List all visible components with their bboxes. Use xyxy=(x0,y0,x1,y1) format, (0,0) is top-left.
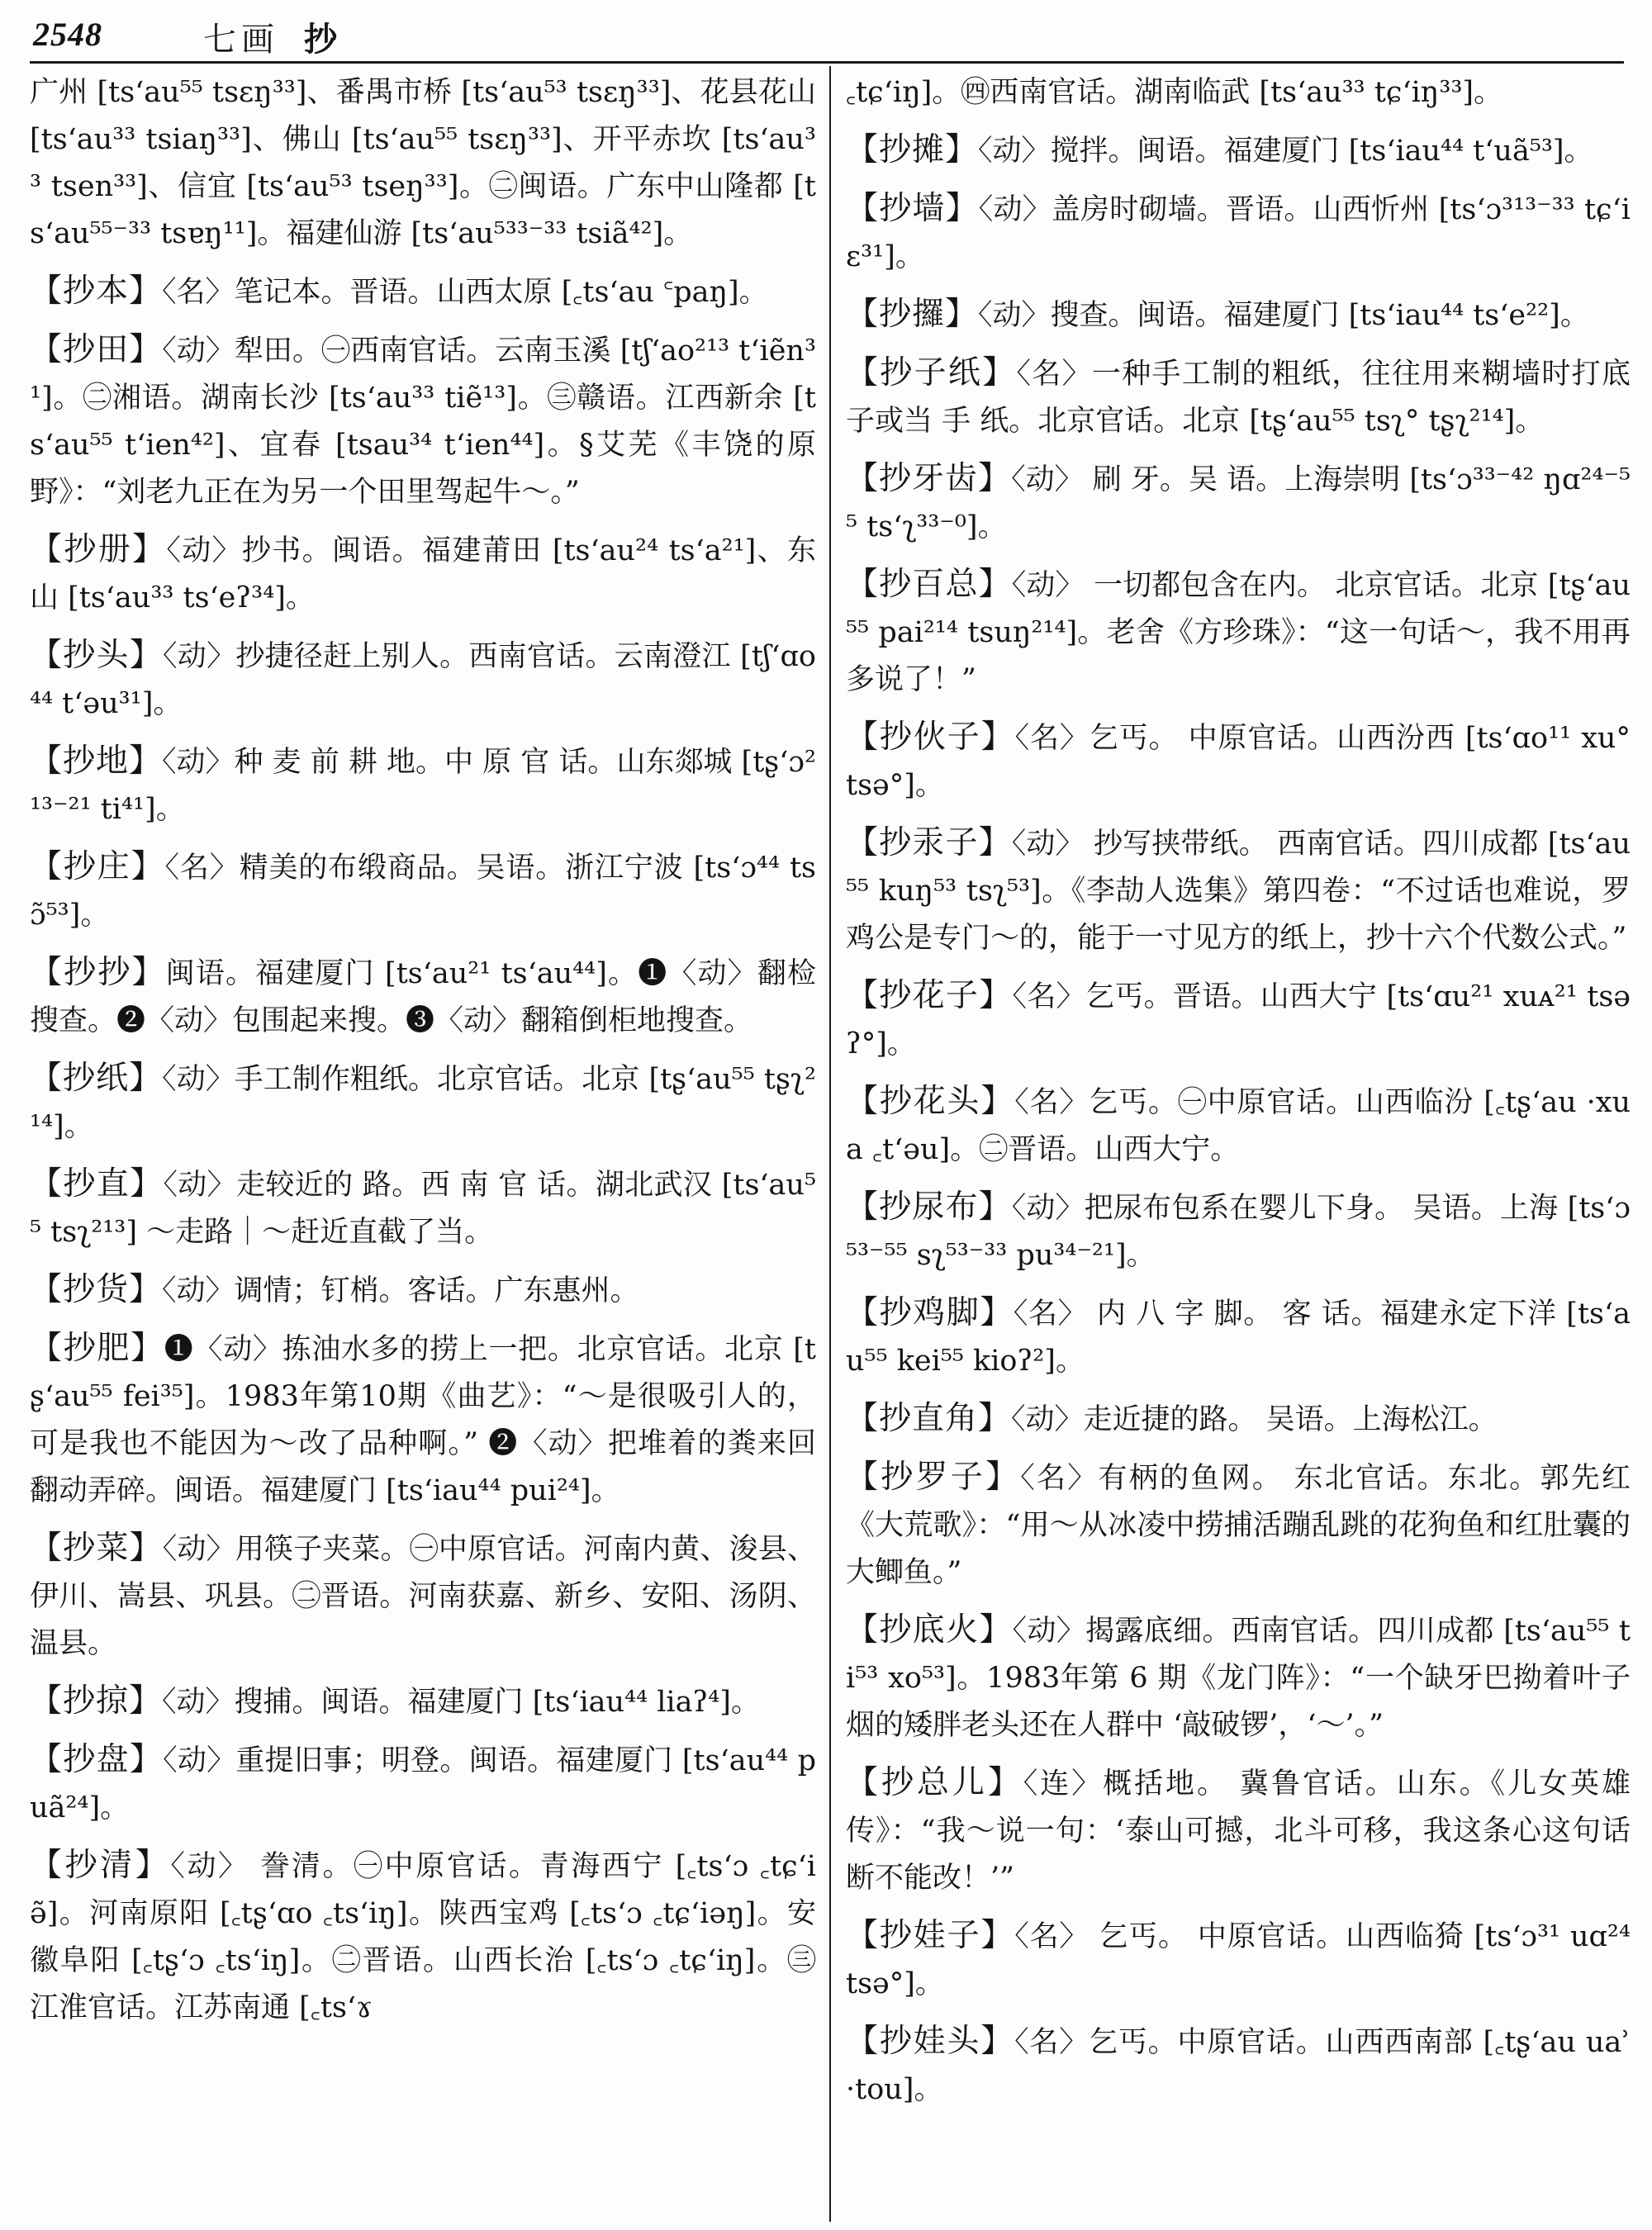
entry-definition: 〈名〉乞丐。晋语。山西大宁 [ts‘ɑu²¹ xuᴀ²¹ tsəʔ°]。 xyxy=(846,980,1631,1060)
dictionary-entry xyxy=(30,1160,816,1256)
entry-headword: 【抄盘】 xyxy=(30,1741,164,1778)
entry-definition: 〈动〉抄捷径赶上别人。西南官话。云南澄江 [tʃ‘ɑo⁴⁴ t‘əu³¹]。 xyxy=(30,640,816,720)
head-character: 抄 xyxy=(304,20,342,59)
entry-definition: 〈名〉乞丐。 中原官话。山西汾西 [ts‘ɑo¹¹ xu° tsə°]。 xyxy=(846,722,1631,802)
entry-headword: 【抄罗子】 xyxy=(846,1459,1021,1496)
entry-headword: 【抄娃头】 xyxy=(846,2023,1015,2060)
dictionary-entry xyxy=(846,561,1631,704)
entry-headword: 【抄肥】 xyxy=(30,1330,164,1367)
entry-definition: ❶〈动〉拣油水多的捞上一把。北京官话。北京 [tʂ‘au⁵⁵ fei³⁵]。1983年第10期《曲艺》：“～是很吸引人的，可是我也不能因为～改了品种啊。” ❷〈动〉把堆着的粪来回翻动弄碎。闽语。福建厦门 [ts‘iau⁴⁴ pui²⁴]。 xyxy=(30,1333,816,1507)
entry-definition: 广州 [ts‘au⁵⁵ tsɛŋ³³]、番禺市桥 [ts‘au⁵³ tsɛŋ³³]、花县花山 [ts‘au³³ tsiaŋ³³]、佛山 [ts‘au⁵⁵ tsɛŋ³³]、开平赤坎 [ts‘au³³ tsen³³]、信宜 [ts‘au⁵³ tseŋ³³]。㊁闽语。广东中山隆都 [ts‘au⁵⁵⁻³³ tsɐŋ¹¹]。福建仙游 [ts‘au⁵³³⁻³³ tsiã⁴²]。 xyxy=(30,76,816,250)
entry-headword: 【抄墙】 xyxy=(846,190,979,227)
entry-definition: 闽语。福建厦门 [ts‘au²¹ ts‘au⁴⁴]。❶〈动〉翻检搜查。❷〈动〉包围起来搜。❸〈动〉翻箱倒柜地搜查。 xyxy=(30,957,816,1037)
dictionary-entry xyxy=(846,1606,1631,1749)
column-divider xyxy=(829,66,831,2222)
entry-headword: 【抄子纸】 xyxy=(846,354,1017,391)
entry-headword: 【抄总儿】 xyxy=(846,1764,1023,1801)
entry-definition: 〈动〉用筷子夹菜。㊀中原官话。河南内黄、浚县、伊川、嵩县、巩县。㊁晋语。河南获嘉、新乡、安阳、汤阴、温县。 xyxy=(30,1533,816,1660)
dictionary-entry xyxy=(846,1184,1631,1279)
entry-headword: 【抄牙齿】 xyxy=(846,460,1012,497)
entry-headword: 【抄货】 xyxy=(30,1271,163,1308)
dictionary-entry xyxy=(846,349,1631,445)
entry-headword: 【抄本】 xyxy=(30,273,163,310)
entry-definition: 〈动〉犁田。㊀西南官话。云南玉溪 [tʃ‘ao²¹³ t‘iẽn³¹]。㊁湘语。湖南长沙 [ts‘au³³ tiẽ¹³]。㊂赣语。江西新余 [ts‘au⁵⁵ t‘ien⁴²]、宜春 [tsau³⁴ t‘ien⁴⁴]。§艾芜《丰饶的原野》：“刘老九正在为另一个田里驾起牛～。” xyxy=(30,334,816,509)
dictionary-entry xyxy=(30,1055,816,1151)
entry-headword: 【抄伙子】 xyxy=(846,719,1015,756)
entry-headword: 【抄尿布】 xyxy=(846,1189,1012,1226)
header-rule xyxy=(30,61,1624,64)
dictionary-entry xyxy=(846,1759,1631,1902)
dictionary-entry xyxy=(846,1078,1631,1174)
dictionary-entry xyxy=(30,1266,816,1315)
left-column xyxy=(30,69,816,2042)
dictionary-entry xyxy=(846,185,1631,281)
entry-definition: 〈动〉把尿布包系在婴儿下身。 吴语。上海 [ts‘ɔ⁵³⁻⁵⁵ sʅ⁵³⁻³³ pu³⁴⁻²¹]。 xyxy=(846,1192,1631,1272)
entry-headword: 【抄汞子】 xyxy=(846,824,1012,861)
entry-headword: 【抄攞】 xyxy=(846,296,979,333)
entry-headword: 【抄百总】 xyxy=(846,566,1012,603)
dictionary-entry xyxy=(846,714,1631,809)
dictionary-entry xyxy=(30,1525,816,1668)
entry-headword: 【抄清】 xyxy=(30,1847,171,1884)
dictionary-entry xyxy=(846,455,1631,551)
dictionary-entry xyxy=(846,1912,1631,2008)
entry-definition: 〈动〉搜查。闽语。福建厦门 [ts‘iau⁴⁴ ts‘e²²]。 xyxy=(978,299,1589,332)
entry-definition: 〈动〉盖房时砌墙。晋语。山西忻州 [ts‘ɔ³¹³⁻³³ tɕ‘iɛ³¹]。 xyxy=(846,193,1631,273)
stroke-count: 七画 xyxy=(203,21,279,59)
dictionary-entry xyxy=(30,738,816,833)
right-column xyxy=(846,69,1631,2123)
entry-definition: 〈名〉笔记本。晋语。山西太原 [꜀ts‘au ꜂paŋ]。 xyxy=(162,276,768,309)
entry-headword: 【抄庄】 xyxy=(30,848,165,885)
entry-definition: 〈动〉调情；钉梢。客话。广东惠州。 xyxy=(162,1274,639,1307)
entry-headword: 【抄花头】 xyxy=(846,1083,1015,1120)
entry-definition: 〈动〉揭露底细。西南官话。四川成都 [ts‘au⁵⁵ ti⁵³ xo⁵³]。1983年第 6 期《龙门阵》：“一个缺牙巴拗着叶子烟的矮胖老头还在人群中 ‘敲破锣’，‘～’。” xyxy=(846,1615,1631,1742)
entry-headword: 【抄头】 xyxy=(30,637,164,674)
entry-headword: 【抄底火】 xyxy=(846,1611,1013,1649)
entry-definition: 〈动〉走较近的 路。西 南 官 话。湖北武汉 [ts‘au⁵⁵ tsʅ²¹³] ～走路｜～赶近直截了当。 xyxy=(30,1169,816,1249)
entry-definition: 〈动〉 誊清。㊀中原官话。青海西宁 [꜀ts‘ɔ ꜀tɕ‘iə̃]。河南原阳 [꜀tʂ‘ɑo ꜀ts‘iŋ]。陕西宝鸡 [꜀ts‘ɔ ꜀tɕ‘iəŋ]。安徽阜阳 [꜀tʂ‘ɔ ꜀ts‘iŋ]。㊁晋语。山西长治 [꜀ts‘ɔ ꜀tɕ‘iŋ]。㊂江淮官话。江苏南通 [꜀ts‘ɤ xyxy=(30,1850,816,2024)
entry-headword: 【抄田】 xyxy=(30,331,163,368)
entry-headword: 【抄抄】 xyxy=(30,954,166,991)
entry-definition: 〈名〉有柄的鱼网。 东北官话。东北。郭先红《大荒歌》：“用～从冰凌中捞捕活蹦乱跳的花狗鱼和红肚囊的大鲫鱼。” xyxy=(846,1462,1631,1589)
dictionary-entry xyxy=(846,1395,1631,1444)
entry-definition: 〈动〉种 麦 前 耕 地。中 原 官 话。山东郯城 [tʂ‘ɔ²¹³⁻²¹ ti⁴¹]。 xyxy=(30,746,816,826)
page-number: 2548 xyxy=(33,16,102,53)
entry-definition: 〈名〉精美的布缎商品。吴语。浙江宁波 [ts‘ɔ⁴⁴ tsɔ̃⁵³]。 xyxy=(30,852,816,932)
dictionary-entry xyxy=(30,1736,816,1832)
dictionary-entry xyxy=(846,1289,1631,1385)
entry-definition: 〈动〉重提旧事；明登。闽语。福建厦门 [ts‘au⁴⁴ puã²⁴]。 xyxy=(30,1744,816,1824)
running-header xyxy=(30,12,1624,64)
section-label xyxy=(203,13,342,60)
entry-headword: 【抄掠】 xyxy=(30,1682,163,1720)
entry-definition: ꜀tɕ‘iŋ]。㊃西南官话。湖南临武 [ts‘au³³ tɕ‘iŋ³³]。 xyxy=(846,76,1503,109)
entry-definition: 〈动〉走近捷的路。 吴语。上海松江。 xyxy=(1011,1403,1498,1436)
dictionary-entry xyxy=(846,291,1631,339)
entry-headword: 【抄花子】 xyxy=(846,977,1013,1014)
dictionary-entry xyxy=(30,632,816,728)
entry-headword: 【抄娃子】 xyxy=(846,1917,1015,1954)
entry-definition: 〈连〉概括地。 冀鲁官话。山东。《儿女英雄传》：“我～说一句：‘泰山可撼，北斗可移，我这条心这句话断不能改！’” xyxy=(846,1767,1631,1895)
entry-headword: 【抄摊】 xyxy=(846,131,979,168)
entry-definition: 〈动〉搅拌。闽语。福建厦门 [ts‘iau⁴⁴ t‘uã⁵³]。 xyxy=(978,135,1593,168)
entry-definition: 〈名〉 内 八 字 脚。 客 话。福建永定下洋 [ts‘au⁵⁵ kei⁵⁵ kioʔ²]。 xyxy=(846,1298,1631,1378)
entry-definition: 〈动〉手工制作粗纸。北京官话。北京 [tʂ‘au⁵⁵ tʂʅ²¹⁴]。 xyxy=(30,1063,816,1143)
entry-definition: 〈名〉一种手工制的粗纸，往往用来糊墙时打底子或当 手 纸。北京官话。北京 [tʂ‘au⁵⁵ tsʅ° tʂʅ²¹⁴]。 xyxy=(846,358,1631,438)
entry-headword: 【抄册】 xyxy=(30,531,167,568)
entry-headword: 【抄鸡脚】 xyxy=(846,1294,1014,1331)
entry-headword: 【抄菜】 xyxy=(30,1530,163,1567)
entry-definition: 〈动〉 一切都包含在内。 北京官话。北京 [tʂ‘au⁵⁵ pai²¹⁴ tsuŋ²¹⁴]。老舍《方珍珠》：“这一句话～，我不用再多说了！” xyxy=(846,569,1631,696)
dictionary-entry xyxy=(30,949,816,1045)
dictionary-entry xyxy=(846,2018,1631,2114)
dictionary-entry xyxy=(846,126,1631,175)
dictionary-entry xyxy=(30,326,816,516)
entry-definition: 〈名〉乞丐。㊀中原官话。山西临汾 [꜀tʂ‘au ·xua ꜀t‘əu]。㊁晋语。山西大宁。 xyxy=(846,1086,1631,1166)
entry-continuation xyxy=(30,69,816,258)
dictionary-entry xyxy=(846,819,1631,962)
entry-headword: 【抄纸】 xyxy=(30,1060,163,1097)
dictionary-entry xyxy=(30,1677,816,1726)
dictionary-entry xyxy=(30,268,816,316)
dictionary-entry xyxy=(846,972,1631,1068)
entry-headword: 【抄直角】 xyxy=(846,1400,1012,1437)
entry-definition: 〈名〉 乞丐。 中原官话。山西临猗 [ts‘ɔ³¹ uɑ²⁴ tsə°]。 xyxy=(846,1920,1631,2000)
entry-headword: 【抄地】 xyxy=(30,743,163,780)
entry-definition: 〈动〉抄书。闽语。福建莆田 [ts‘au²⁴ ts‘a²¹]、东山 [ts‘au³³ ts‘eʔ³⁴]。 xyxy=(30,534,816,614)
entry-definition: 〈动〉 抄写挟带纸。 西南官话。四川成都 [ts‘au⁵⁵ kuŋ⁵³ tsʅ⁵³]。《李劼人选集》第四卷：“不过话也难说，罗鸡公是专门～的，能于一寸见方的纸上，抄十六个代数公式。” xyxy=(846,828,1631,955)
entry-definition: 〈动〉 刷 牙。吴 语。上海崇明 [ts‘ɔ³³⁻⁴² ŋɑ²⁴⁻⁵⁵ ts‘ʅ³³⁻⁰]。 xyxy=(846,463,1631,543)
entry-headword: 【抄直】 xyxy=(30,1165,164,1203)
dictionary-entry xyxy=(30,843,816,939)
dictionary-entry xyxy=(30,526,816,622)
dictionary-entry xyxy=(30,1842,816,2032)
entry-continuation xyxy=(846,69,1631,116)
dictionary-entry xyxy=(846,1454,1631,1597)
entry-definition: 〈动〉搜捕。闽语。福建厦门 [ts‘iau⁴⁴ liaʔ⁴]。 xyxy=(162,1686,760,1719)
dictionary-entry xyxy=(30,1325,816,1515)
entry-definition: 〈名〉乞丐。中原官话。山西西南部 [꜀tʂ‘au uaʾ ·tou]。 xyxy=(846,2026,1631,2106)
